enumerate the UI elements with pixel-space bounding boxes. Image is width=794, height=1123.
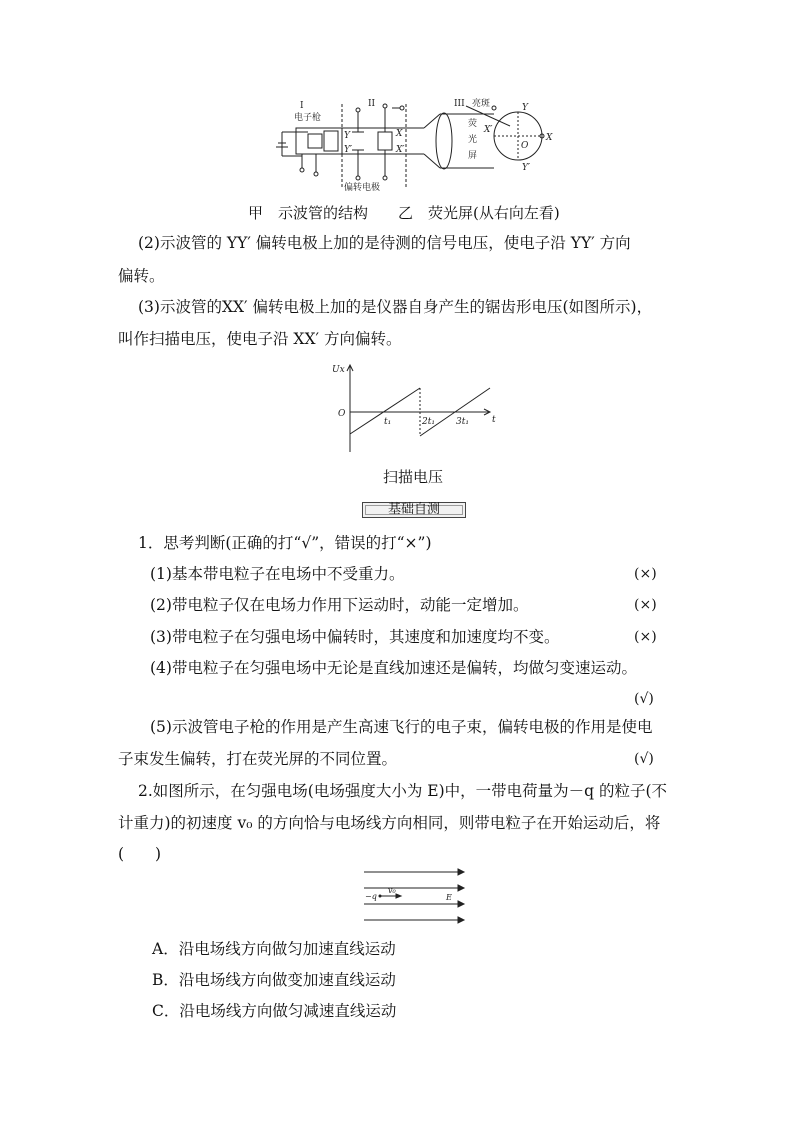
screen-char-3: 屏 (468, 151, 478, 161)
q2-line3: ( ) (118, 845, 162, 863)
charge-label: −q (365, 892, 377, 901)
tick-t1: t₁ (384, 417, 392, 427)
q1-item-3: (3)带电粒子在匀强电场中偏转时，其速度和加速度均不变。 (150, 628, 560, 646)
electrodes-label: 偏转电极 (344, 183, 381, 193)
y-label: Y (344, 131, 350, 141)
tick-2t1: 2t₁ (422, 417, 435, 427)
tick-3t1: 3t₁ (456, 417, 469, 427)
electric-field-diagram (360, 864, 466, 926)
q1-mark-5: (√) (634, 751, 654, 767)
section-banner (362, 500, 466, 520)
field-label: E (446, 893, 452, 902)
y-axis-label: Ux (332, 365, 345, 375)
q1-mark-2: (×) (634, 597, 657, 613)
option-c: C．沿电场线方向做匀减速直线运动 (152, 1002, 397, 1020)
para3-line1: (3)示波管的XX′ 偏转电极上加的是仪器自身产生的锯齿形电压(如图所示)， (138, 298, 653, 316)
q1-mark-1: (×) (634, 566, 657, 582)
figure2-caption: 扫描电压 (383, 468, 444, 486)
screen-char-1: 荧 (468, 119, 478, 129)
q1-item-5-line1: (5)示波管电子枪的作用是产生高速飞行的电子束，偏转电极的作用是使电 (150, 718, 653, 736)
option-a: A．沿电场线方向做匀加速直线运动 (152, 940, 396, 958)
para2-line1: (2)示波管的 YY′ 偏转电极上加的是待测的信号电压，使电子沿 YY′ 方向 (138, 234, 631, 252)
origin-label: O (338, 409, 346, 419)
para2-line2: 偏转。 (118, 267, 165, 285)
x-label: X (396, 129, 403, 139)
q1-item-5-line2: 子束发生偏转，打在荧光屏的不同位置。 (118, 750, 398, 768)
screen-roman-label: III (454, 99, 465, 109)
q2-line2: 计重力)的初速度 v₀ 的方向恰与电场线方向相同，则带电粒子在开始运动后，将 (118, 814, 661, 832)
option-b: B．沿电场线方向做变加速直线运动 (152, 971, 396, 989)
q1-item-4: (4)带电粒子在匀强电场中无论是直线加速还是偏转，均做匀变速运动。 (150, 659, 637, 677)
gun-label: 电子枪 (294, 113, 322, 123)
banner-label: 基础自测 (387, 502, 440, 517)
para3-line2: 叫作扫描电压，使电子沿 XX′ 方向偏转。 (118, 330, 402, 348)
velocity-label: v₀ (388, 886, 396, 895)
screen-char-2: 光 (468, 135, 478, 145)
screen-yp-label: Y′ (522, 163, 530, 173)
screen-xp-label: X′ (484, 125, 493, 135)
screen-x-label: X (546, 133, 553, 143)
oscilloscope-diagram (272, 96, 572, 196)
sawtooth-ramp-1 (350, 388, 420, 434)
q1-item-1: (1)基本带电粒子在电场中不受重力。 (150, 565, 405, 583)
xp-label: X′ (396, 145, 405, 155)
q1-item-2: (2)带电粒子仅在电场力作用下运动时，动能一定增加。 (150, 596, 529, 614)
q1-mark-4: (√) (634, 691, 654, 707)
spot-label: 亮斑 (472, 99, 491, 109)
x-axis-label: t (492, 415, 496, 425)
gun-roman-label: I (300, 101, 304, 111)
q2-line1: 2.如图所示，在匀强电场(电场强度大小为 E)中，一带电荷量为－q 的粒子(不 (138, 782, 668, 800)
screen-origin-label: O (521, 141, 529, 151)
sawtooth-chart (320, 360, 510, 460)
q1-mark-3: (×) (634, 629, 657, 645)
yp-label: Y′ (344, 145, 352, 155)
q1-stem: 1．思考判断(正确的打“√”，错误的打“×”) (138, 534, 432, 552)
mid-roman-label: II (368, 99, 376, 109)
screen-y-label: Y (522, 103, 528, 113)
figure1-caption: 甲 示波管的结构 乙 荧光屏(从右向左看) (248, 204, 560, 222)
